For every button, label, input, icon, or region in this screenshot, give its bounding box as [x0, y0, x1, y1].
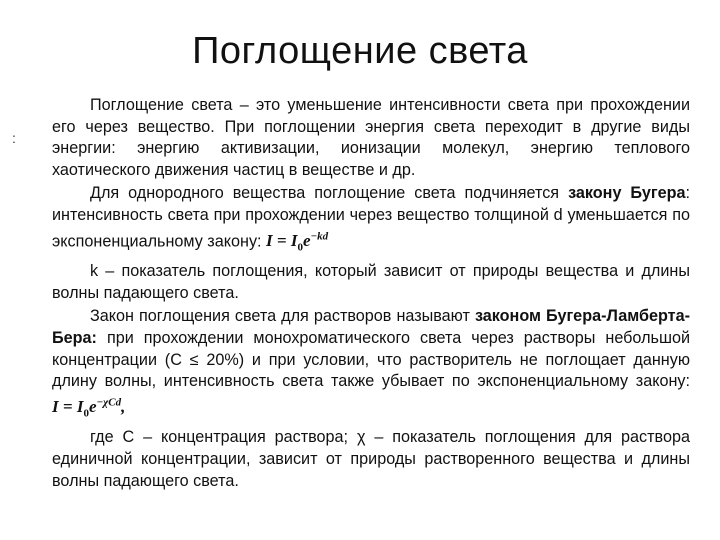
page-title: Поглощение света [192, 30, 528, 72]
term-beer-lambert-law: законом Бугера-Ламберта-Бера: [52, 307, 690, 347]
formula-exponent: −χCd [96, 396, 122, 409]
formula-equals: = [272, 231, 291, 251]
content-body [52, 95, 690, 494]
formula-exp: e [88, 397, 97, 417]
formula-exponent: −kd [310, 230, 329, 243]
formula-initial-intensity: I [290, 231, 298, 251]
formula-intensity: I [266, 231, 273, 251]
bullet-marker: : [12, 130, 16, 146]
formula-subscript: 0 [83, 407, 89, 420]
formula-exp: e [302, 231, 311, 251]
paragraph-concentration-note: где С – концентрация раствора; χ – показатель поглощения для раствора единичной концентрации, зависит от природы растворенного вещества и длины волны падающего света. [52, 428, 690, 490]
formula-equals: = [58, 397, 77, 417]
text-segment: при прохождении монохроматического света через растворы небольшой концентрации (С ≤ 20%) и при условии, что растворитель не поглощает данную длину волны, интенсивность света также убывает по экспоненциальному закону: [52, 328, 690, 391]
text-segment: : интенсивность света при прохождении через вещество толщиной d уменьшается по экспоненциальному закону: [52, 184, 690, 251]
formula-subscript: 0 [297, 241, 303, 254]
term-bouguer-law: закону Бугера [568, 184, 686, 203]
paragraph-beer-lambert-law [52, 306, 690, 425]
formula-beer-lambert [52, 396, 126, 420]
text-segment: Для однородного вещества поглощение света подчиняется [90, 184, 569, 203]
formula-bouguer [266, 230, 329, 254]
paragraph-absorption-coefficient: k – показатель поглощения, который зависит от природы вещества и длины волны падающего света. [52, 262, 690, 302]
formula-intensity: I [52, 397, 59, 417]
formula-initial-intensity: I [76, 397, 84, 417]
paragraph-definition: Поглощение света – это уменьшение интенсивности света при прохождении его через вещество. При поглощении энергия света переходит в другие виды энергии: энергию активизации, ионизации молекул, энергию теплового хаотического движения частиц в веществе и др. [52, 96, 690, 179]
paragraph-bouguer-law [52, 183, 690, 259]
formula-comma: , [121, 397, 126, 417]
text-segment: Закон поглощения света для растворов называют [90, 307, 475, 326]
